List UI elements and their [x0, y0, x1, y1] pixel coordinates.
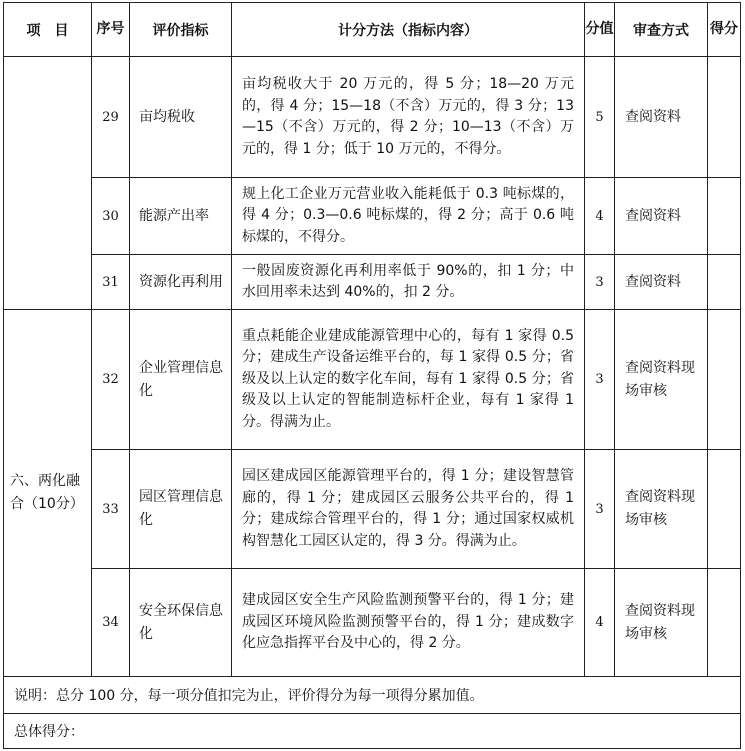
- row-method: 亩均税收大于 20 万元的，得 5 分；18—20 万元的，得 4 分；15—18（不含）万元的，得 3 分；13—15（不含）万元的，得 2 分；10—13（不含）万元的，得 1 分；低于 10 万元的，不得分。: [232, 57, 585, 178]
- header-item: 项 目: [4, 3, 92, 57]
- row-check: 查阅资料: [615, 255, 708, 310]
- row-score: 3: [585, 255, 615, 310]
- row-got: [708, 57, 741, 178]
- row-seq: 33: [92, 450, 130, 569]
- table-row: [4, 450, 741, 569]
- row-method: 园区建成园区能源管理平台的，得 1 分；建设智慧管廊的，得 1 分；建成园区云服务公共平台的，得 1 分；建成综合管理平台的，得 1 分；通过国家权威机构智慧化工园区认定的，得 3 分。得满为止。: [232, 450, 585, 569]
- row-got: [708, 569, 741, 677]
- row-seq: 34: [92, 569, 130, 677]
- row-seq: 30: [92, 178, 130, 255]
- row-check: 查阅资料现场审核: [615, 569, 708, 677]
- row-indicator: 资源化再利用: [130, 255, 232, 310]
- row-method: 一般固废资源化再利用率低于 90%的，扣 1 分；中水回用率未达到 40%的，扣 2 分。: [232, 255, 585, 310]
- note-row: [4, 677, 741, 714]
- row-seq: 29: [92, 57, 130, 178]
- row-check: 查阅资料: [615, 178, 708, 255]
- table-row: [4, 178, 741, 255]
- total-row: [4, 714, 741, 749]
- table-row: [4, 310, 741, 450]
- row-method: 规上化工企业万元营业收入能耗低于 0.3 吨标煤的，得 4 分；0.3—0.6 吨标煤的，得 2 分；高于 0.6 吨标煤的，不得分。: [232, 178, 585, 255]
- header-check: 审查方式: [615, 3, 708, 57]
- row-score: 3: [585, 450, 615, 569]
- note-text: 说明：总分 100 分，每一项分值扣完为止，评价得分为每一项得分累加值。: [4, 677, 741, 714]
- row-check: 查阅资料现场审核: [615, 450, 708, 569]
- row-indicator: 园区管理信息化: [130, 450, 232, 569]
- row-seq: 32: [92, 310, 130, 450]
- row-indicator: 安全环保信息化: [130, 569, 232, 677]
- table-row: [4, 569, 741, 677]
- row-score: 3: [585, 310, 615, 450]
- header-seq: 序号: [92, 3, 130, 57]
- table-row: [4, 57, 741, 178]
- category-six: 六、两化融合（10分）: [4, 310, 92, 677]
- evaluation-table-document: [3, 2, 741, 749]
- category-cell-blank: [4, 57, 92, 310]
- evaluation-table: [3, 2, 741, 749]
- row-score: 4: [585, 569, 615, 677]
- header-method: 计分方法（指标内容）: [232, 3, 585, 57]
- row-indicator: 亩均税收: [130, 57, 232, 178]
- header-got: 得分: [708, 3, 741, 57]
- row-score: 4: [585, 178, 615, 255]
- row-method: 重点耗能企业建成能源管理中心的，每有 1 家得 0.5 分；建成生产设备运维平台的，每 1 家得 0.5 分；省级及以上认定的数字化车间，每有 1 家得 0.5 分；省级及以上认定的智能制造标杆企业，每有 1 家得 1 分。得满为止。: [232, 310, 585, 450]
- row-got: [708, 310, 741, 450]
- header-row: [4, 3, 741, 57]
- header-indicator: 评价指标: [130, 3, 232, 57]
- row-method: 建成园区安全生产风险监测预警平台的，得 1 分；建成园区环境风险监测预警平台的，得 1 分；建成数字化应急指挥平台及中心的，得 2 分。: [232, 569, 585, 677]
- table-row: [4, 255, 741, 310]
- row-indicator: 企业管理信息化: [130, 310, 232, 450]
- row-got: [708, 178, 741, 255]
- row-check: 查阅资料现场审核: [615, 310, 708, 450]
- row-indicator: 能源产出率: [130, 178, 232, 255]
- total-score-label: 总体得分：: [4, 714, 741, 749]
- row-check: 查阅资料: [615, 57, 708, 178]
- row-got: [708, 450, 741, 569]
- header-score: 分值: [585, 3, 615, 57]
- row-got: [708, 255, 741, 310]
- row-seq: 31: [92, 255, 130, 310]
- row-score: 5: [585, 57, 615, 178]
